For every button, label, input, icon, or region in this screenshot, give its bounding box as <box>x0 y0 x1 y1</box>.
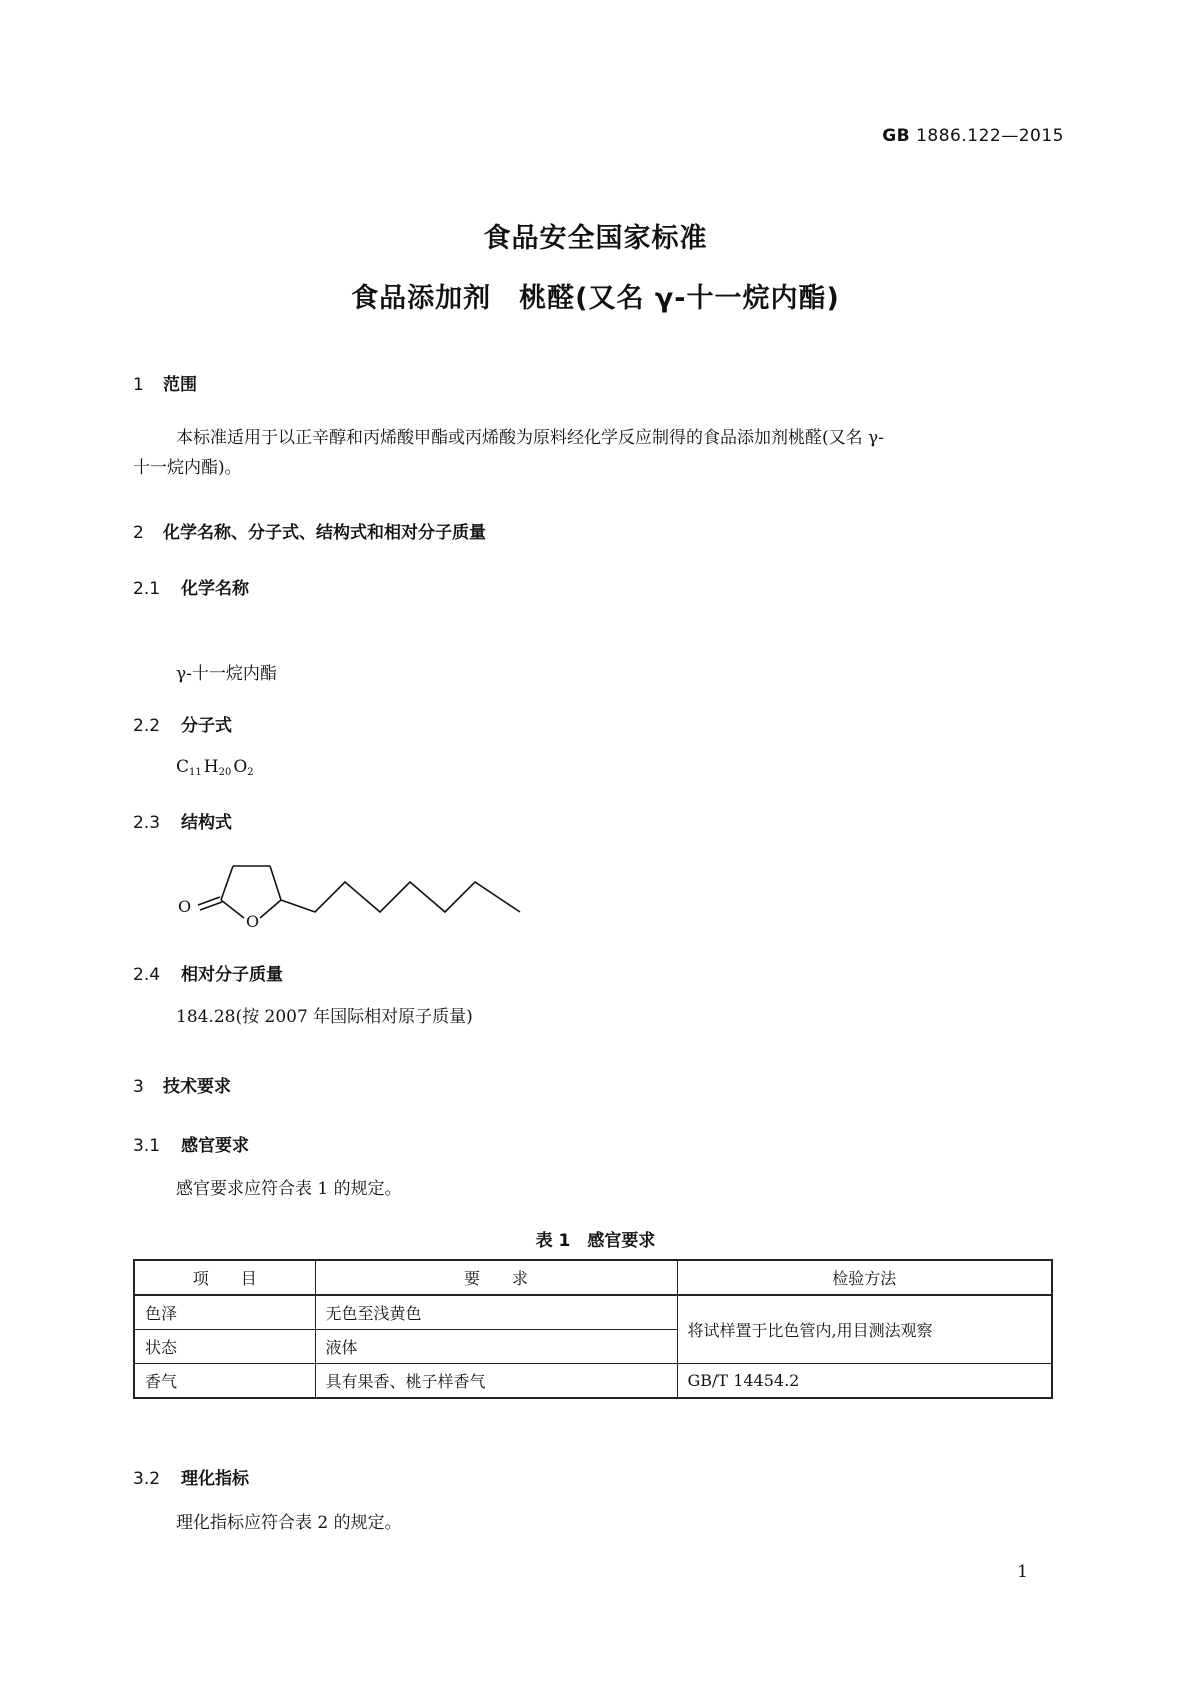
table-cell-method: GB/T 14454.2 <box>677 1364 1052 1399</box>
table-row <box>134 1364 1052 1399</box>
standard-code-number: 1886.122—2015 <box>916 126 1064 146</box>
section-2-3-heading: 2.3 结构式 <box>133 813 232 833</box>
table-cell-requirement: 具有果香、桃子样香气 <box>315 1364 677 1399</box>
standard-code-prefix: GB <box>882 126 911 146</box>
table-cell-item: 状态 <box>134 1330 315 1364</box>
section-1-body-line2: 十一烷内酯)。 <box>133 458 242 478</box>
table-header-method: 检验方法 <box>677 1260 1052 1295</box>
section-1-heading: 1 范围 <box>133 375 197 395</box>
document-title: 食品安全国家标准 <box>483 223 708 254</box>
chemical-name: γ-十一烷内酯 <box>176 664 277 684</box>
page-number: 1 <box>1017 1562 1028 1582</box>
carbonyl-oxygen-label: O <box>178 897 192 916</box>
section-3-heading: 3 技术要求 <box>133 1077 231 1097</box>
section-2-2-heading: 2.2 分子式 <box>133 716 232 736</box>
table-header-requirement: 要 求 <box>315 1260 677 1295</box>
table-1 <box>133 1259 1053 1399</box>
document-subtitle: 食品添加剂 桃醛(又名 γ-十一烷内酯) <box>351 283 840 314</box>
table-cell-item: 香气 <box>134 1364 315 1399</box>
section-2-1-heading: 2.1 化学名称 <box>133 579 249 599</box>
section-1-body-line1: 本标准适用于以正辛醇和丙烯酸甲酯或丙烯酸为原料经化学反应制得的食品添加剂桃醛(又名 γ- <box>176 428 884 448</box>
section-3-1-heading: 3.1 感官要求 <box>133 1136 249 1156</box>
section-3-2-body: 理化指标应符合表 2 的规定。 <box>176 1513 402 1533</box>
standard-code <box>882 126 1064 146</box>
molecular-formula: $C_{11}$ $H_{20}$ $O_2$ <box>176 757 254 778</box>
structural-formula <box>170 850 530 940</box>
table-cell-requirement: 无色至浅黄色 <box>315 1295 677 1330</box>
section-3-1-body: 感官要求应符合表 1 的规定。 <box>176 1179 402 1199</box>
section-2-heading: 2 化学名称、分子式、结构式和相对分子质量 <box>133 523 486 543</box>
section-3-2-heading: 3.2 理化指标 <box>133 1469 249 1489</box>
molecular-mass: 184.28(按 2007 年国际相对原子质量) <box>176 1007 473 1027</box>
table-1-caption: 表 1 感官要求 <box>535 1231 656 1251</box>
table-header-item: 项 目 <box>134 1260 315 1295</box>
table-header-row <box>134 1260 1052 1295</box>
table-row <box>134 1295 1052 1330</box>
table-cell-item: 色泽 <box>134 1295 315 1330</box>
ring-oxygen-label: O <box>246 912 260 931</box>
section-2-4-heading: 2.4 相对分子质量 <box>133 965 283 985</box>
table-cell-method-merged: 将试样置于比色管内,用目测法观察 <box>677 1295 1052 1364</box>
table-cell-requirement: 液体 <box>315 1330 677 1364</box>
